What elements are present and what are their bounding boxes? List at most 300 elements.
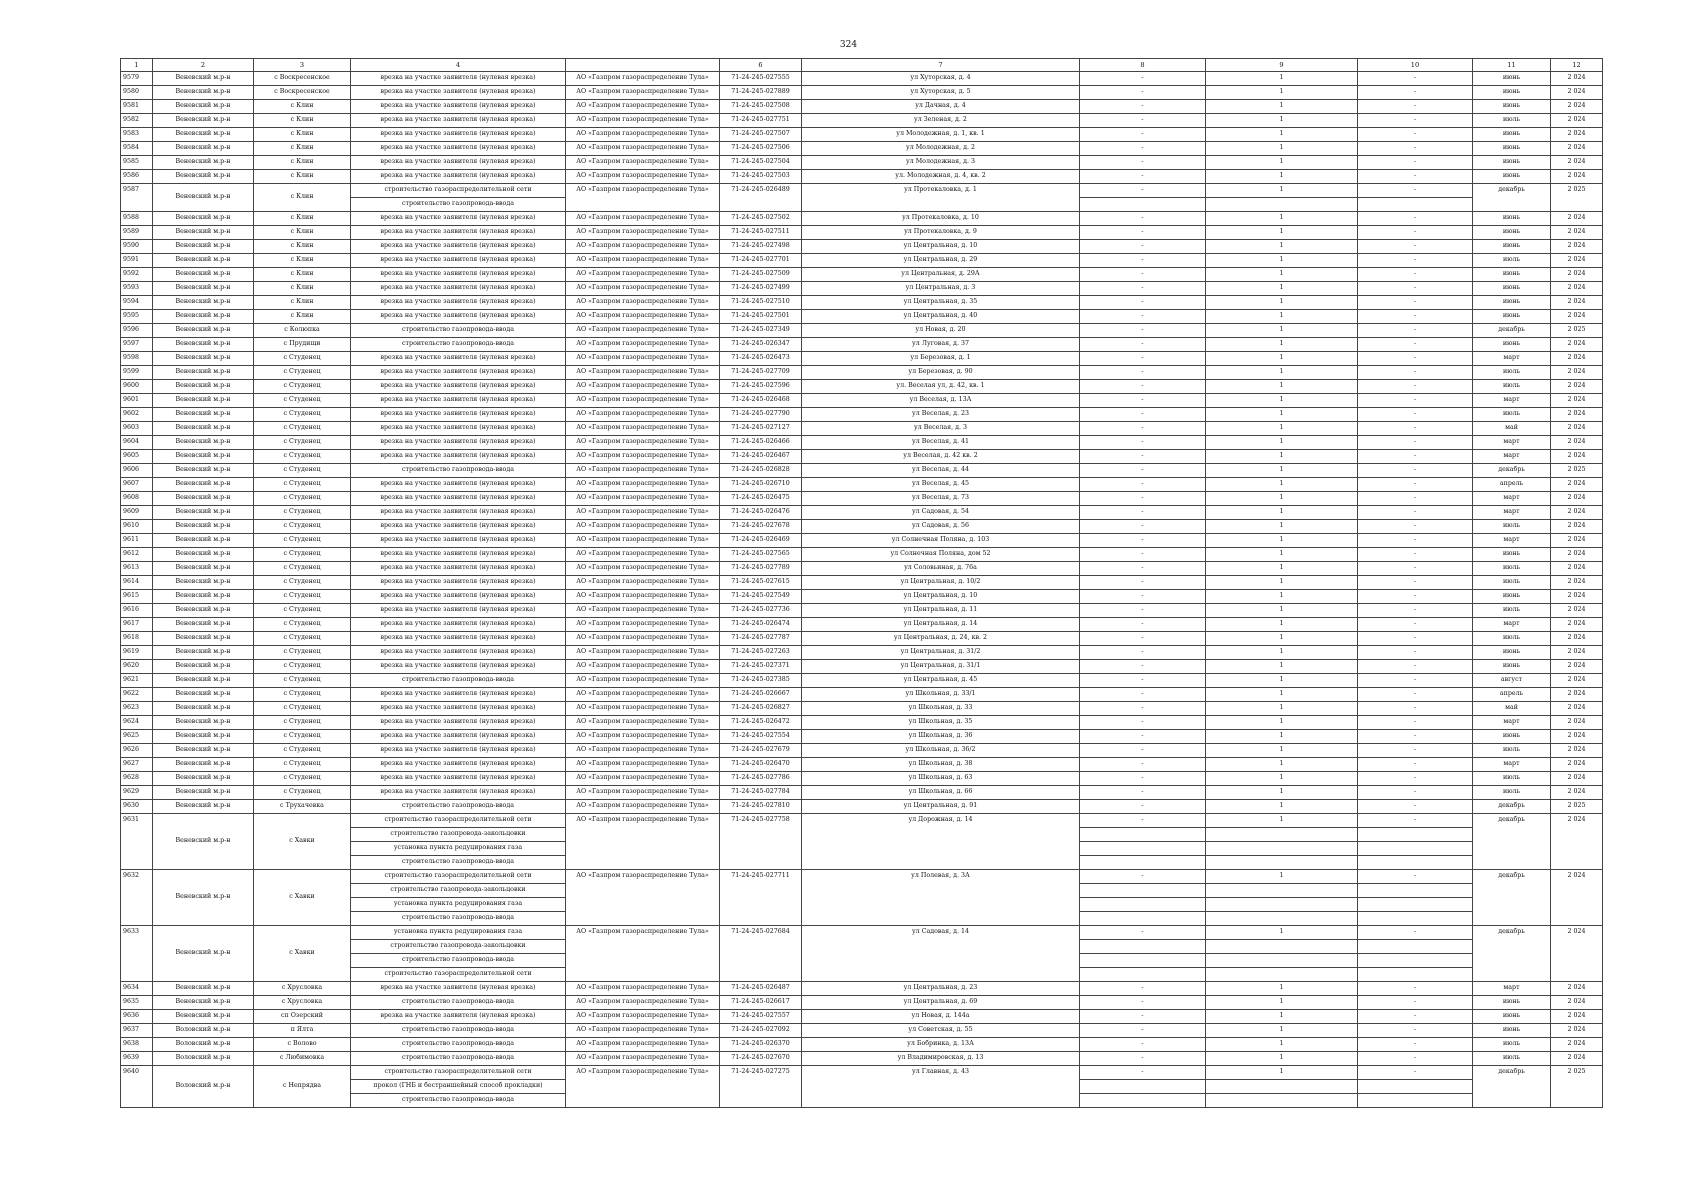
- cell-row-number: 9580: [121, 86, 153, 100]
- cell-settlement: с Студенец: [254, 520, 351, 534]
- cell-year: 2 024: [1551, 772, 1603, 786]
- cell-month: июнь: [1473, 548, 1551, 562]
- cell-col-8: -: [1080, 170, 1206, 184]
- cell-col-8: -: [1080, 562, 1206, 576]
- cell-col-10: -: [1358, 982, 1473, 996]
- cell-count: 1: [1206, 394, 1358, 408]
- cell-count: 1: [1206, 534, 1358, 548]
- table-row: [121, 576, 1603, 590]
- cell-application-number: 71-24-245-026468: [720, 394, 802, 408]
- cell-col-8: -: [1080, 786, 1206, 800]
- cell-year: 2 024: [1551, 72, 1603, 86]
- cell-col-8: [1080, 1094, 1206, 1108]
- cell-year: 2 024: [1551, 758, 1603, 772]
- cell-month: декабрь: [1473, 926, 1551, 982]
- cell-count: 1: [1206, 436, 1358, 450]
- cell-row-number: 9619: [121, 646, 153, 660]
- cell-row-number: 9640: [121, 1066, 153, 1108]
- cell-col-8: -: [1080, 506, 1206, 520]
- cell-count: 1: [1206, 1052, 1358, 1066]
- cell-application-number: 71-24-245-026472: [720, 716, 802, 730]
- cell-row-number: 9626: [121, 744, 153, 758]
- cell-col-8: -: [1080, 674, 1206, 688]
- cell-count: 1: [1206, 1038, 1358, 1052]
- cell-work-type: строительство газопровода-ввода: [351, 1038, 566, 1052]
- cell-settlement: с Студенец: [254, 674, 351, 688]
- cell-application-number: 71-24-245-026473: [720, 352, 802, 366]
- cell-district: Веневский м.р-н: [153, 282, 254, 296]
- cell-col-10: -: [1358, 128, 1473, 142]
- cell-month: июль: [1473, 604, 1551, 618]
- cell-col-10: -: [1358, 310, 1473, 324]
- cell-count: 1: [1206, 604, 1358, 618]
- cell-month: июнь: [1473, 338, 1551, 352]
- cell-work-type: врезка на участке заявителя (нулевая врезка): [351, 660, 566, 674]
- cell-district: Веневский м.р-н: [153, 422, 254, 436]
- cell-settlement: с Студенец: [254, 562, 351, 576]
- cell-month: июль: [1473, 632, 1551, 646]
- cell-year: 2 024: [1551, 240, 1603, 254]
- cell-col-8: -: [1080, 240, 1206, 254]
- cell-work-type: врезка на участке заявителя (нулевая врезка): [351, 240, 566, 254]
- cell-application-number: 71-24-245-027510: [720, 296, 802, 310]
- cell-address: ул Зеленая, д. 2: [802, 114, 1080, 128]
- cell-organization: АО «Газпром газораспределение Тула»: [566, 254, 720, 268]
- table-row: [121, 772, 1603, 786]
- table-row: [121, 618, 1603, 632]
- cell-col-10: -: [1358, 534, 1473, 548]
- cell-col-10: -: [1358, 100, 1473, 114]
- header-cell-work-type: 4: [351, 59, 566, 72]
- cell-district: Веневский м.р-н: [153, 114, 254, 128]
- cell-address: ул Полевая, д. 3А: [802, 870, 1080, 926]
- cell-col-10: [1358, 198, 1473, 212]
- cell-work-type: врезка на участке заявителя (нулевая врезка): [351, 520, 566, 534]
- cell-count: 1: [1206, 576, 1358, 590]
- cell-count: [1206, 884, 1358, 898]
- cell-year: 2 024: [1551, 548, 1603, 562]
- cell-district: Веневский м.р-н: [153, 352, 254, 366]
- cell-count: 1: [1206, 1010, 1358, 1024]
- cell-col-8: -: [1080, 114, 1206, 128]
- cell-district: Веневский м.р-н: [153, 380, 254, 394]
- cell-district: Веневский м.р-н: [153, 394, 254, 408]
- cell-count: 1: [1206, 730, 1358, 744]
- cell-address: ул Школьная, д. 36: [802, 730, 1080, 744]
- cell-month: март: [1473, 716, 1551, 730]
- cell-organization: АО «Газпром газораспределение Тула»: [566, 1010, 720, 1024]
- cell-count: 1: [1206, 128, 1358, 142]
- cell-col-8: -: [1080, 646, 1206, 660]
- cell-col-10: [1358, 968, 1473, 982]
- cell-col-10: -: [1358, 240, 1473, 254]
- cell-month: март: [1473, 436, 1551, 450]
- cell-year: 2 024: [1551, 604, 1603, 618]
- cell-count: 1: [1206, 926, 1358, 940]
- cell-work-type: строительство газопровода-закольцовки: [351, 828, 566, 842]
- cell-col-8: -: [1080, 1066, 1206, 1080]
- cell-count: [1206, 968, 1358, 982]
- table-row: [121, 1052, 1603, 1066]
- table-row: [121, 310, 1603, 324]
- cell-month: август: [1473, 674, 1551, 688]
- cell-district: Веневский м.р-н: [153, 870, 254, 926]
- cell-address: ул Школьная, д. 33/1: [802, 688, 1080, 702]
- cell-settlement: с Клин: [254, 240, 351, 254]
- cell-col-10: -: [1358, 282, 1473, 296]
- cell-col-8: -: [1080, 800, 1206, 814]
- cell-organization: АО «Газпром газораспределение Тула»: [566, 296, 720, 310]
- cell-settlement: с Студенец: [254, 492, 351, 506]
- cell-work-type: врезка на участке заявителя (нулевая врезка): [351, 772, 566, 786]
- cell-address: ул Веселая, д. 45: [802, 478, 1080, 492]
- cell-address: ул Веселая, д. 41: [802, 436, 1080, 450]
- cell-count: [1206, 954, 1358, 968]
- cell-row-number: 9583: [121, 128, 153, 142]
- cell-row-number: 9617: [121, 618, 153, 632]
- cell-application-number: 71-24-245-026667: [720, 688, 802, 702]
- cell-settlement: с Студенец: [254, 758, 351, 772]
- cell-work-type: врезка на участке заявителя (нулевая врезка): [351, 282, 566, 296]
- cell-work-type: строительство газопровода-ввода: [351, 954, 566, 968]
- cell-settlement: с Клин: [254, 282, 351, 296]
- cell-col-8: -: [1080, 982, 1206, 996]
- cell-district: Веневский м.р-н: [153, 660, 254, 674]
- cell-organization: АО «Газпром газораспределение Тула»: [566, 212, 720, 226]
- cell-address: ул Центральная, д. 31/2: [802, 646, 1080, 660]
- cell-count: 1: [1206, 156, 1358, 170]
- cell-col-10: -: [1358, 996, 1473, 1010]
- cell-month: июнь: [1473, 1010, 1551, 1024]
- cell-col-10: -: [1358, 548, 1473, 562]
- cell-address: ул Хуторская, д. 4: [802, 72, 1080, 86]
- cell-work-type: врезка на участке заявителя (нулевая врезка): [351, 156, 566, 170]
- table-row: [121, 282, 1603, 296]
- cell-month: май: [1473, 422, 1551, 436]
- cell-application-number: 71-24-245-027501: [720, 310, 802, 324]
- cell-work-type: строительство газопровода-закольцовки: [351, 884, 566, 898]
- cell-year: 2 024: [1551, 114, 1603, 128]
- cell-count: [1206, 898, 1358, 912]
- cell-organization: АО «Газпром газораспределение Тула»: [566, 632, 720, 646]
- table-row: [121, 814, 1603, 828]
- cell-application-number: 71-24-245-027790: [720, 408, 802, 422]
- cell-work-type: строительство газораспределительной сети: [351, 814, 566, 828]
- table-row: [121, 450, 1603, 464]
- table-row: [121, 744, 1603, 758]
- cell-year: 2 024: [1551, 1024, 1603, 1038]
- cell-row-number: 9591: [121, 254, 153, 268]
- table-row: [121, 72, 1603, 86]
- cell-month: июнь: [1473, 240, 1551, 254]
- cell-month: июнь: [1473, 660, 1551, 674]
- cell-organization: АО «Газпром газораспределение Тула»: [566, 646, 720, 660]
- cell-row-number: 9618: [121, 632, 153, 646]
- cell-row-number: 9598: [121, 352, 153, 366]
- cell-row-number: 9638: [121, 1038, 153, 1052]
- cell-row-number: 9622: [121, 688, 153, 702]
- cell-application-number: 71-24-245-027784: [720, 786, 802, 800]
- cell-organization: АО «Газпром газораспределение Тула»: [566, 464, 720, 478]
- cell-year: 2 024: [1551, 282, 1603, 296]
- cell-application-number: 71-24-245-026467: [720, 450, 802, 464]
- cell-application-number: 71-24-245-026470: [720, 758, 802, 772]
- cell-col-8: -: [1080, 604, 1206, 618]
- cell-count: 1: [1206, 170, 1358, 184]
- cell-organization: АО «Газпром газораспределение Тула»: [566, 660, 720, 674]
- cell-organization: АО «Газпром газораспределение Тула»: [566, 114, 720, 128]
- cell-count: 1: [1206, 786, 1358, 800]
- table-row: [121, 422, 1603, 436]
- cell-settlement: с Студенец: [254, 394, 351, 408]
- cell-organization: АО «Газпром газораспределение Тула»: [566, 86, 720, 100]
- cell-application-number: 71-24-245-027889: [720, 86, 802, 100]
- cell-work-type: врезка на участке заявителя (нулевая врезка): [351, 254, 566, 268]
- cell-month: декабрь: [1473, 814, 1551, 870]
- cell-application-number: 71-24-245-027557: [720, 1010, 802, 1024]
- cell-application-number: 71-24-245-027787: [720, 632, 802, 646]
- cell-row-number: 9597: [121, 338, 153, 352]
- cell-work-type: строительство газопровода-ввода: [351, 1052, 566, 1066]
- table-row: [121, 254, 1603, 268]
- cell-col-8: -: [1080, 492, 1206, 506]
- cell-district: Веневский м.р-н: [153, 744, 254, 758]
- cell-settlement: с Волово: [254, 1038, 351, 1052]
- cell-month: июль: [1473, 786, 1551, 800]
- cell-district: Веневский м.р-н: [153, 562, 254, 576]
- cell-row-number: 9586: [121, 170, 153, 184]
- cell-address: ул Владимировская, д. 13: [802, 1052, 1080, 1066]
- table-row: [121, 1038, 1603, 1052]
- cell-row-number: 9607: [121, 478, 153, 492]
- cell-col-10: -: [1358, 576, 1473, 590]
- cell-col-8: -: [1080, 814, 1206, 828]
- cell-row-number: 9627: [121, 758, 153, 772]
- cell-settlement: с Хрусловка: [254, 982, 351, 996]
- cell-work-type: строительство газопровода-закольцовки: [351, 940, 566, 954]
- cell-row-number: 9602: [121, 408, 153, 422]
- cell-year: 2 024: [1551, 702, 1603, 716]
- cell-col-8: [1080, 884, 1206, 898]
- cell-row-number: 9608: [121, 492, 153, 506]
- cell-application-number: 71-24-245-027786: [720, 772, 802, 786]
- cell-col-10: -: [1358, 1066, 1473, 1080]
- cell-count: 1: [1206, 674, 1358, 688]
- cell-settlement: с Клин: [254, 128, 351, 142]
- cell-organization: АО «Газпром газораспределение Тула»: [566, 170, 720, 184]
- cell-month: июнь: [1473, 1024, 1551, 1038]
- cell-row-number: 9633: [121, 926, 153, 982]
- header-cell-application-number: 6: [720, 59, 802, 72]
- cell-month: июль: [1473, 1038, 1551, 1052]
- cell-col-10: -: [1358, 296, 1473, 310]
- cell-settlement: с Клин: [254, 170, 351, 184]
- table-row: [121, 352, 1603, 366]
- cell-count: 1: [1206, 72, 1358, 86]
- cell-district: Веневский м.р-н: [153, 772, 254, 786]
- cell-count: [1206, 1080, 1358, 1094]
- cell-row-number: 9636: [121, 1010, 153, 1024]
- table-row: [121, 142, 1603, 156]
- cell-month: март: [1473, 506, 1551, 520]
- table-row: [121, 240, 1603, 254]
- header-cell-address: 7: [802, 59, 1080, 72]
- cell-col-10: -: [1358, 786, 1473, 800]
- cell-year: 2 024: [1551, 86, 1603, 100]
- cell-application-number: 71-24-245-027679: [720, 744, 802, 758]
- cell-application-number: 71-24-245-027736: [720, 604, 802, 618]
- cell-address: ул Бобринка, д. 13А: [802, 1038, 1080, 1052]
- cell-district: Веневский м.р-н: [153, 506, 254, 520]
- cell-application-number: 71-24-245-027810: [720, 800, 802, 814]
- cell-settlement: с Студенец: [254, 716, 351, 730]
- cell-year: 2 024: [1551, 996, 1603, 1010]
- cell-row-number: 9623: [121, 702, 153, 716]
- header-row: [121, 59, 1603, 72]
- cell-row-number: 9595: [121, 310, 153, 324]
- cell-row-number: 9628: [121, 772, 153, 786]
- cell-year: 2 024: [1551, 926, 1603, 982]
- cell-address: ул Молодежная, д. 1, кв. 1: [802, 128, 1080, 142]
- cell-count: 1: [1206, 506, 1358, 520]
- cell-col-8: -: [1080, 576, 1206, 590]
- cell-row-number: 9635: [121, 996, 153, 1010]
- cell-month: июнь: [1473, 128, 1551, 142]
- cell-application-number: 71-24-245-027092: [720, 1024, 802, 1038]
- cell-address: ул Веселая, д. 44: [802, 464, 1080, 478]
- cell-col-8: -: [1080, 548, 1206, 562]
- header-cell-settlement: 3: [254, 59, 351, 72]
- cell-col-10: [1358, 912, 1473, 926]
- cell-address: ул Центральная, д. 35: [802, 296, 1080, 310]
- cell-month: июнь: [1473, 310, 1551, 324]
- cell-count: 1: [1206, 688, 1358, 702]
- cell-settlement: с Колюпка: [254, 324, 351, 338]
- table-row: [121, 702, 1603, 716]
- cell-month: март: [1473, 352, 1551, 366]
- cell-work-type: врезка на участке заявителя (нулевая врезка): [351, 506, 566, 520]
- cell-row-number: 9612: [121, 548, 153, 562]
- cell-application-number: 71-24-245-027349: [720, 324, 802, 338]
- cell-month: март: [1473, 450, 1551, 464]
- cell-settlement: с Студенец: [254, 688, 351, 702]
- cell-col-8: -: [1080, 744, 1206, 758]
- cell-count: 1: [1206, 268, 1358, 282]
- cell-year: 2 024: [1551, 128, 1603, 142]
- cell-count: 1: [1206, 184, 1358, 198]
- table-row: [121, 1024, 1603, 1038]
- cell-month: июль: [1473, 520, 1551, 534]
- cell-application-number: 71-24-245-026617: [720, 996, 802, 1010]
- cell-address: ул Центральная, д. 14: [802, 618, 1080, 632]
- cell-work-type: строительство газораспределительной сети: [351, 1066, 566, 1080]
- cell-col-10: [1358, 940, 1473, 954]
- cell-organization: АО «Газпром газораспределение Тула»: [566, 394, 720, 408]
- cell-month: июль: [1473, 408, 1551, 422]
- cell-month: июнь: [1473, 282, 1551, 296]
- cell-organization: АО «Газпром газораспределение Тула»: [566, 744, 720, 758]
- cell-work-type: врезка на участке заявителя (нулевая врезка): [351, 576, 566, 590]
- cell-year: 2 024: [1551, 394, 1603, 408]
- cell-application-number: 71-24-245-027371: [720, 660, 802, 674]
- cell-district: Веневский м.р-н: [153, 926, 254, 982]
- cell-col-8: -: [1080, 184, 1206, 198]
- cell-col-8: [1080, 898, 1206, 912]
- cell-year: 2 024: [1551, 646, 1603, 660]
- cell-organization: АО «Газпром газораспределение Тула»: [566, 688, 720, 702]
- cell-settlement: с Клин: [254, 310, 351, 324]
- cell-count: 1: [1206, 380, 1358, 394]
- cell-work-type: строительство газопровода-ввода: [351, 464, 566, 478]
- cell-district: Веневский м.р-н: [153, 254, 254, 268]
- cell-col-10: -: [1358, 674, 1473, 688]
- cell-settlement: с Студенец: [254, 366, 351, 380]
- cell-district: Веневский м.р-н: [153, 996, 254, 1010]
- cell-col-8: -: [1080, 590, 1206, 604]
- cell-month: декабрь: [1473, 184, 1551, 212]
- cell-col-8: [1080, 856, 1206, 870]
- cell-district: Веневский м.р-н: [153, 520, 254, 534]
- cell-year: 2 024: [1551, 730, 1603, 744]
- cell-col-10: -: [1358, 324, 1473, 338]
- cell-col-8: -: [1080, 324, 1206, 338]
- cell-work-type: строительство газораспределительной сети: [351, 968, 566, 982]
- cell-work-type: строительство газопровода-ввода: [351, 198, 566, 212]
- header-cell-month: 11: [1473, 59, 1551, 72]
- cell-col-8: -: [1080, 254, 1206, 268]
- cell-row-number: 9621: [121, 674, 153, 688]
- cell-district: Веневский м.р-н: [153, 212, 254, 226]
- cell-work-type: врезка на участке заявителя (нулевая врезка): [351, 786, 566, 800]
- cell-work-type: врезка на участке заявителя (нулевая врезка): [351, 170, 566, 184]
- cell-month: март: [1473, 618, 1551, 632]
- cell-settlement: с Студенец: [254, 730, 351, 744]
- cell-district: Веневский м.р-н: [153, 730, 254, 744]
- cell-year: 2 024: [1551, 982, 1603, 996]
- cell-settlement: с Клин: [254, 100, 351, 114]
- cell-count: [1206, 1094, 1358, 1108]
- cell-count: 1: [1206, 716, 1358, 730]
- cell-application-number: 71-24-245-026487: [720, 982, 802, 996]
- cell-count: 1: [1206, 254, 1358, 268]
- cell-application-number: 71-24-245-026370: [720, 1038, 802, 1052]
- cell-col-8: -: [1080, 422, 1206, 436]
- cell-col-10: -: [1358, 772, 1473, 786]
- cell-address: ул Центральная, д. 45: [802, 674, 1080, 688]
- cell-organization: АО «Газпром газораспределение Тула»: [566, 1024, 720, 1038]
- cell-row-number: 9605: [121, 450, 153, 464]
- cell-work-type: врезка на участке заявителя (нулевая врезка): [351, 716, 566, 730]
- cell-address: ул Садовая, д. 56: [802, 520, 1080, 534]
- cell-organization: АО «Газпром газораспределение Тула»: [566, 730, 720, 744]
- table-row: [121, 114, 1603, 128]
- header-cell-col-10: 10: [1358, 59, 1473, 72]
- cell-organization: АО «Газпром газораспределение Тула»: [566, 240, 720, 254]
- cell-application-number: 71-24-245-027506: [720, 142, 802, 156]
- header-cell-row-number: 1: [121, 59, 153, 72]
- table-row: [121, 646, 1603, 660]
- table-row: [121, 170, 1603, 184]
- cell-application-number: 71-24-245-027127: [720, 422, 802, 436]
- cell-count: 1: [1206, 282, 1358, 296]
- cell-col-8: -: [1080, 128, 1206, 142]
- cell-count: 1: [1206, 982, 1358, 996]
- cell-application-number: 71-24-245-027758: [720, 814, 802, 870]
- table-row: [121, 870, 1603, 884]
- cell-address: ул Школьная, д. 33: [802, 702, 1080, 716]
- cell-col-8: -: [1080, 1038, 1206, 1052]
- cell-settlement: с Хавки: [254, 814, 351, 870]
